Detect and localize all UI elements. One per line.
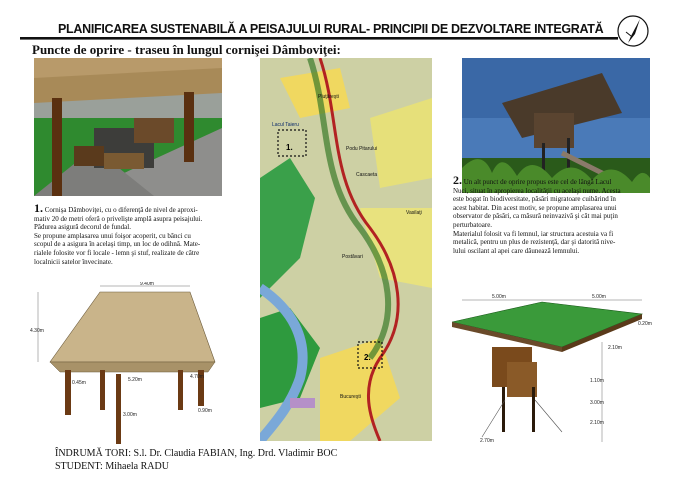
stop2-dim-w2: 5.00m — [592, 294, 606, 300]
stop2-line-7: metalică, pentru un plus de rezistenţă, dar şi datorită nive- — [453, 238, 616, 247]
stop2-dim-h1: 2.10m — [608, 345, 622, 351]
stop1-line-2: Pădurea asigură decorul de fundal. — [34, 223, 131, 232]
map-label-lake: Lacul Taieru — [272, 122, 299, 128]
coordinators-line: ÎNDRUMĂ TORI: S.l. Dr. Claudia FABIAN, Ing. Drd. Vladimir BOC — [55, 448, 338, 459]
stop1-dim-d3: 0.90m — [198, 408, 212, 414]
stop1-dim-width: 5.20m — [128, 377, 142, 383]
stop2-dim-h3: 3.00m — [590, 400, 604, 406]
stop2-line-0: Un alt punct de oprire propus este cel de lângă Lacul — [463, 178, 612, 186]
stop2-dim-h4: 2.10m — [590, 420, 604, 426]
map-label-plutaresti: Pluţăreşti — [318, 94, 339, 100]
stop2-dim-t: 0.20m — [638, 321, 652, 327]
stop2-text — [453, 173, 651, 255]
map-label-postavari: Postăvari — [342, 254, 363, 260]
stop2-line-5: perturbatoare. — [453, 220, 493, 229]
map-label-podu-pitarului: Podu Pitarului — [346, 146, 378, 152]
stop2-dim-h2: 1.10m — [590, 378, 604, 384]
stop2-number: 2. — [453, 173, 462, 187]
stop1-text — [34, 201, 248, 266]
map-label-cascaeta: Cascaeta — [356, 172, 378, 178]
stop2-dim-d: 2.70m — [480, 438, 494, 444]
bird-observatory-render-image — [462, 58, 650, 193]
map-marker-1: 1. — [286, 143, 293, 152]
map-marker-2: 2. — [364, 353, 371, 362]
stop2-line-3: acest habitat. Din acest motiv, se propune amplasarea unui — [453, 203, 617, 212]
stop1-line-1: mativ 20 de metri oferă o privelişte amplă asupra peisajului. — [34, 214, 203, 223]
north-arrow-icon — [616, 14, 650, 48]
section-title: Puncte de oprire - traseu în lungul cornişei Dâmboviţei: — [32, 42, 341, 57]
stop2-line-8: lului oscilant al apei care dăunează lemnului. — [453, 246, 580, 255]
stop1-number: 1. — [34, 201, 43, 215]
gazebo-axonometric-drawing — [30, 282, 230, 444]
title-rule-thin — [20, 39, 618, 40]
stop1-dim-height: 4.30m — [30, 328, 44, 334]
stop2-line-4: observator de păsări, ca măsură neinvazivă şi cât mai puţin — [453, 212, 618, 221]
stop1-dim-depth: 4.70m — [190, 374, 204, 380]
route-map — [260, 58, 432, 441]
stop1-dim-d2: 3.00m — [123, 412, 137, 418]
student-line: STUDENT: Mihaela RADU — [55, 461, 169, 472]
map-label-vasilati: Vasilaţi — [406, 210, 422, 216]
stop1-line-5: rialele folosite vor fi locale - lemn şi stuf, realizate de către — [34, 248, 200, 257]
board-title: PLANIFICAREA SUSTENABILĂ A PEISAJULUI RURAL- PRINCIPII DE DEZVOLTARE INTEGRATĂ — [58, 22, 604, 36]
stop2-line-1: Nuci, situat în apropierea localităţii cu acelaşi nume. Acesta — [453, 186, 621, 195]
gazebo-render-image — [34, 58, 222, 196]
stop1-line-3: Se propune amplasarea unui foişor acoperit, cu bănci cu — [34, 231, 191, 240]
map-label-bucuresti: Bucureşti — [340, 394, 361, 400]
stop1-line-6: localnicii satelor învecinate. — [34, 257, 113, 266]
stop2-line-6: Materialul folosit va fi lemnul, iar structura acestuia va fi — [453, 229, 614, 238]
stop1-line-4: scopul de a asigura în acelaşi timp, un loc de odihnă. Mate- — [34, 240, 201, 249]
stop1-line-0: Cornişa Dâmboviţei, cu o diferenţă de nivel de aproxi- — [44, 206, 198, 214]
observatory-axonometric-drawing — [452, 292, 658, 450]
stop1-dim-d1: 0.45m — [72, 380, 86, 386]
stop2-dim-w1: 5.00m — [492, 294, 506, 300]
stop2-line-2: este bogat în biodiversitate, păsări migratoare cuibărind în — [453, 195, 616, 204]
stop1-dim-length: 9.40m — [140, 282, 154, 287]
